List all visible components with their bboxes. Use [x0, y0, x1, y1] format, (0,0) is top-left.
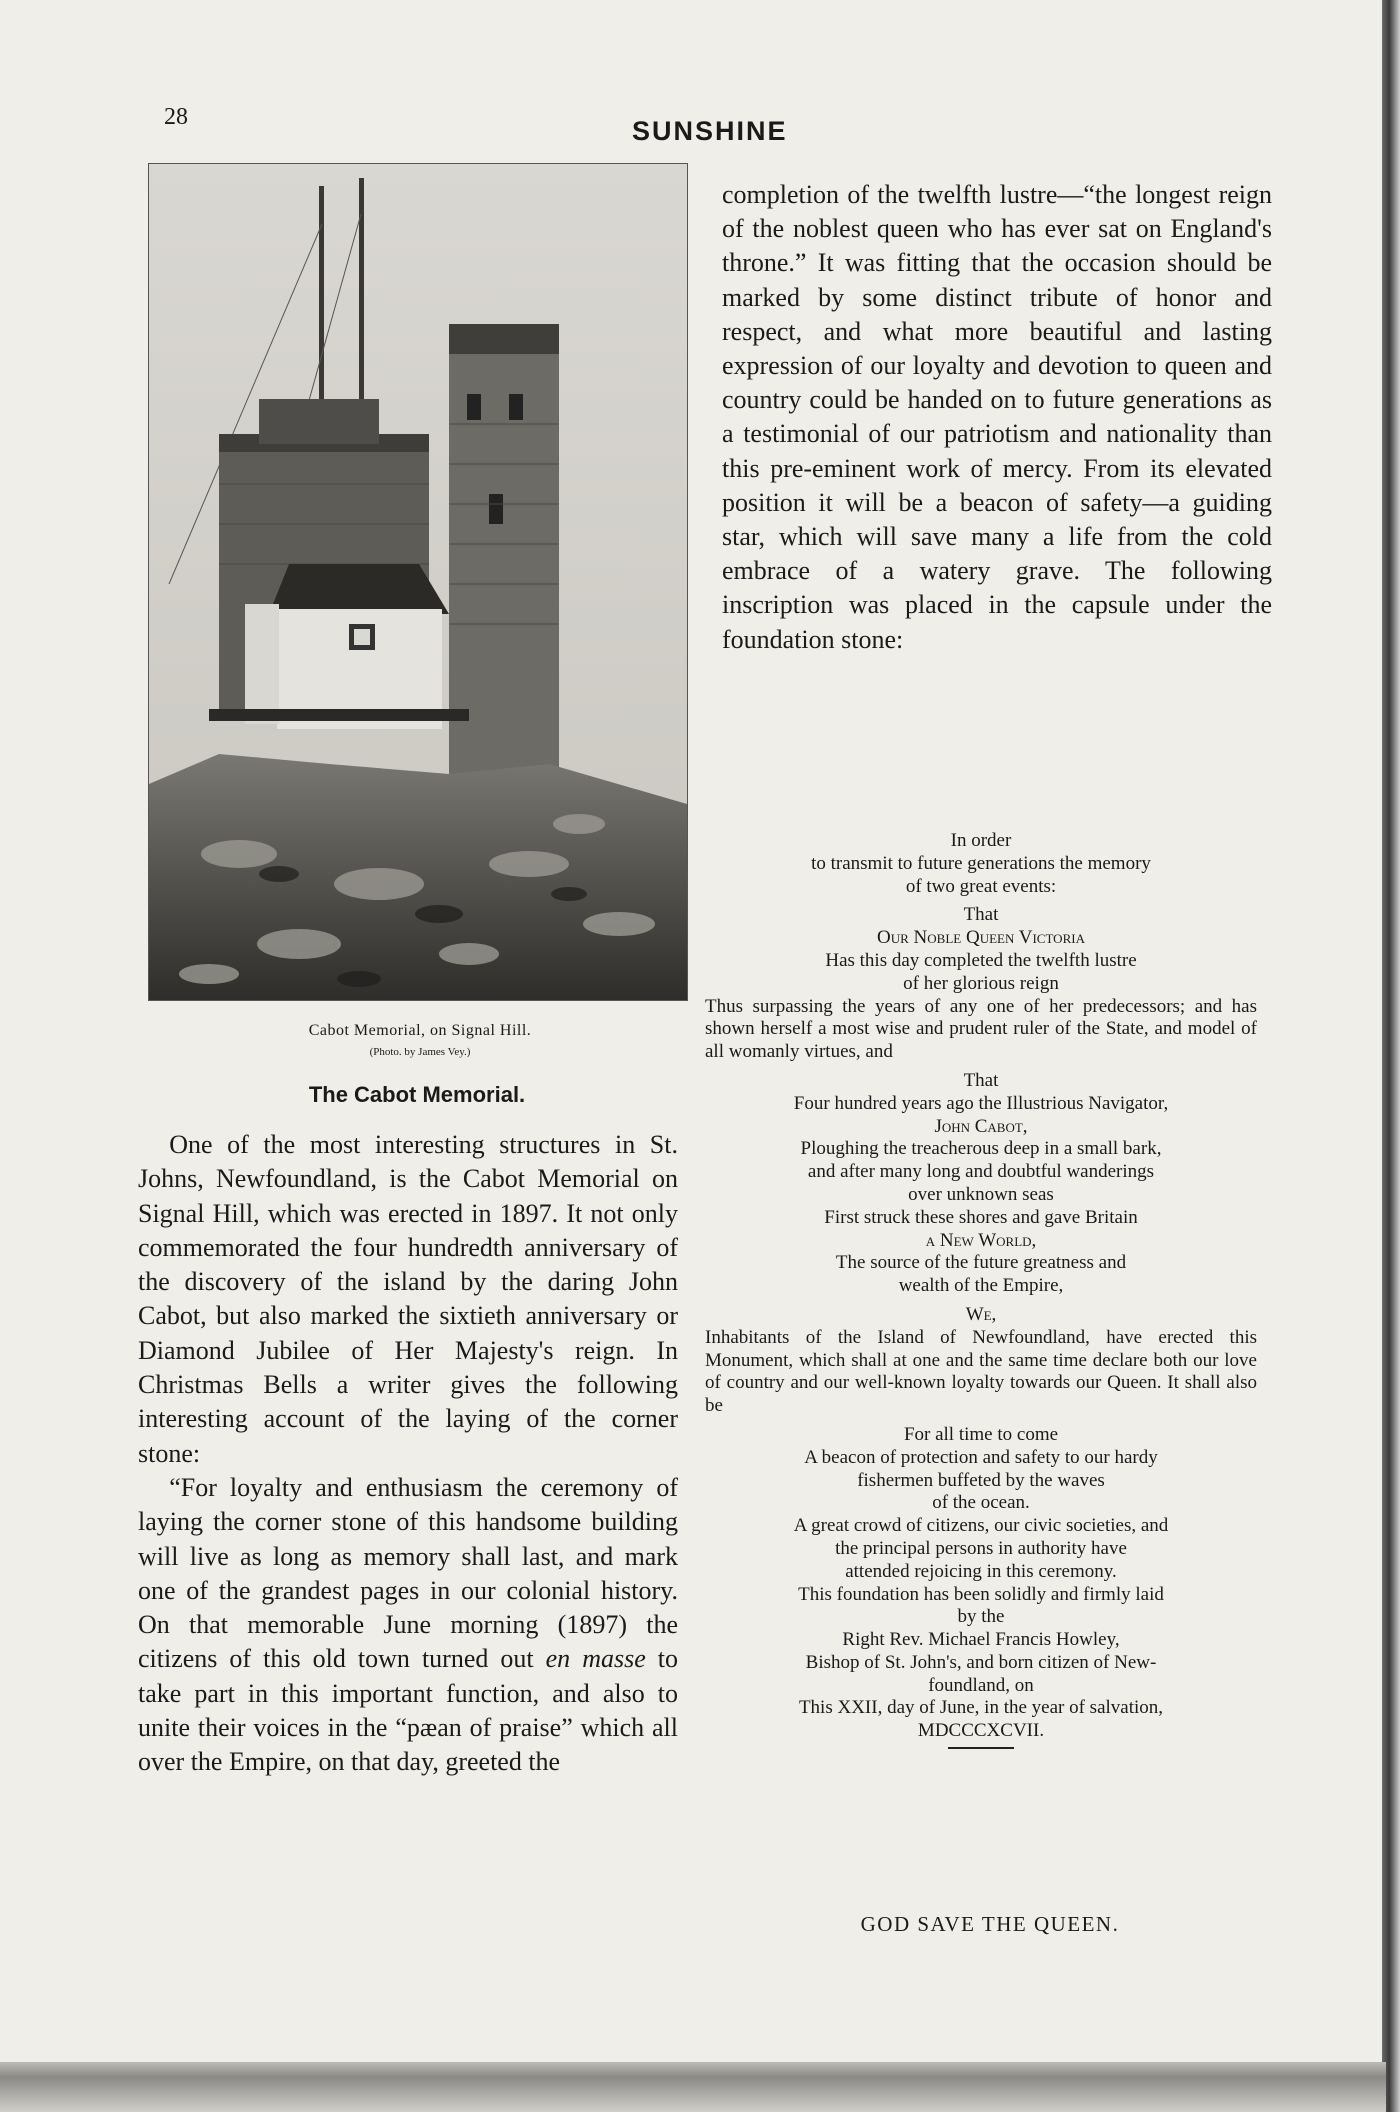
italic-phrase: en masse	[545, 1644, 646, 1674]
inscription-line: This XXII, day of June, in the year of salvation,	[798, 1697, 1164, 1719]
cabot-tower-illustration	[149, 164, 687, 1000]
paragraph-continuation: completion of the twelfth lustre—“the longest reign of the noblest queen who has ever sat on England's throne.” It was fitting that the occasion should be marked by some distinct tribute of honor and respect, and what more beautiful and lasting expression of our loyalty and devotion to queen and country could be handed on to future generations as a testimonial of our patriotism and nationality than this pre-eminent work of mercy. From its elevated position it will be a beacon of safety—a guiding star, which will save many a life from the cold embrace of a watery grave. The following inscription was placed in the capsule under the foundation stone:	[722, 180, 1272, 654]
inscription-line: by the	[957, 1606, 1005, 1628]
inscription-line: We,	[965, 1303, 997, 1325]
inscription-line: For all time to come	[903, 1423, 1059, 1445]
inscription-paragraph: Inhabitants of the Island of Newfoundland, have erected this Monument, which shall at one and the same time declare both our love of country and our well-known loyalty towards our Queen. It shall also be	[705, 1326, 1257, 1417]
inscription-line: The source of the future greatness and	[835, 1252, 1127, 1274]
paragraph-quote	[138, 1471, 678, 1780]
inscription-line: a New World,	[925, 1229, 1037, 1251]
inscription-line: That	[963, 1069, 999, 1091]
quote-start: “For loyalty and enthusiasm the ceremony of laying the corner stone of this handsome building will live as long as memory shall last, and mark one of the grandest pages in our colonial history. On that memorable June morning (1897) the citizens of this old town turned out	[138, 1472, 678, 1674]
inscription-line: foundland, on	[928, 1674, 1034, 1696]
photo-credit: (Photo. by James Vey.)	[369, 1046, 471, 1058]
inscription	[705, 830, 1257, 1755]
inscription-line: That	[963, 904, 999, 926]
right-column-text	[722, 178, 1272, 657]
page-edge-shadow	[1382, 0, 1400, 2112]
inscription-line: wealth of the Empire,	[898, 1275, 1064, 1297]
running-head: SUNSHINE	[632, 116, 788, 146]
left-column-text	[138, 1128, 678, 1780]
inscription-line: of two great events:	[905, 875, 1057, 897]
page-number: 28	[164, 104, 188, 130]
inscription-line: Bishop of St. John's, and born citizen of New-	[805, 1651, 1157, 1673]
inscription-line: Ploughing the treacherous deep in a small bark,	[800, 1138, 1162, 1160]
inscription-line: A great crowd of citizens, our civic societies, and	[793, 1515, 1169, 1537]
closing-line: GOD SAVE THE QUEEN.	[860, 1912, 1120, 1936]
inscription-line: Four hundred years ago the Illustrious Navigator,	[793, 1092, 1169, 1114]
inscription-line: attended rejoicing in this ceremony.	[845, 1560, 1117, 1582]
divider-rule	[948, 1747, 1014, 1749]
inscription-line: of her glorious reign	[903, 972, 1059, 994]
article-title: The Cabot Memorial.	[308, 1082, 526, 1107]
inscription-line: This foundation has been solidly and firmly laid	[798, 1583, 1164, 1605]
photo-caption: Cabot Memorial, on Signal Hill.	[308, 1022, 532, 1039]
inscription-line: A beacon of protection and safety to our hardy	[804, 1446, 1158, 1468]
inscription-line: MDCCCXCVII.	[917, 1720, 1045, 1742]
inscription-line: over unknown seas	[908, 1183, 1054, 1205]
inscription-paragraph: Thus surpassing the years of any one of her predecessors; and has shown herself a most wise and prudent ruler of the State, and model of all womanly virtues, and	[705, 995, 1257, 1063]
inscription-line: John Cabot,	[934, 1115, 1028, 1137]
quote-tail: to take part in this important function, and also to unite their voices in the “pæan of praise” which all over the Empire, on that day, greeted the	[138, 1644, 679, 1777]
scan-bottom-edge	[0, 2062, 1386, 2112]
inscription-line: In order	[950, 830, 1012, 851]
photo-cabot-tower	[148, 163, 688, 1001]
inscription-line: Right Rev. Michael Francis Howley,	[842, 1629, 1120, 1651]
inscription-line: fishermen buffeted by the waves	[857, 1469, 1105, 1491]
inscription-line: the principal persons in authority have	[835, 1537, 1127, 1559]
inscription-line: Has this day completed the twelfth lustre	[825, 949, 1137, 971]
paragraph-intro: One of the most interesting structures in St. Johns, Newfoundland, is the Cabot Memorial on Signal Hill, which was erected in 1897. It not only commemorated the four hundredth anniversary of the discovery of the island by the daring John Cabot, but also marked the sixtieth anniversary or Diamond Jubilee of Her Majesty's reign. In Christmas Bells a writer gives the following interesting account of the laying of the corner stone:	[138, 1130, 678, 1468]
inscription-line: to transmit to future generations the memory	[811, 852, 1151, 874]
inscription-line: Our Noble Queen Victoria	[877, 927, 1085, 949]
inscription-line: First struck these shores and gave Britain	[824, 1206, 1138, 1228]
inscription-line: of the ocean.	[932, 1492, 1030, 1514]
inscription-line: and after many long and doubtful wanderings	[807, 1161, 1155, 1183]
